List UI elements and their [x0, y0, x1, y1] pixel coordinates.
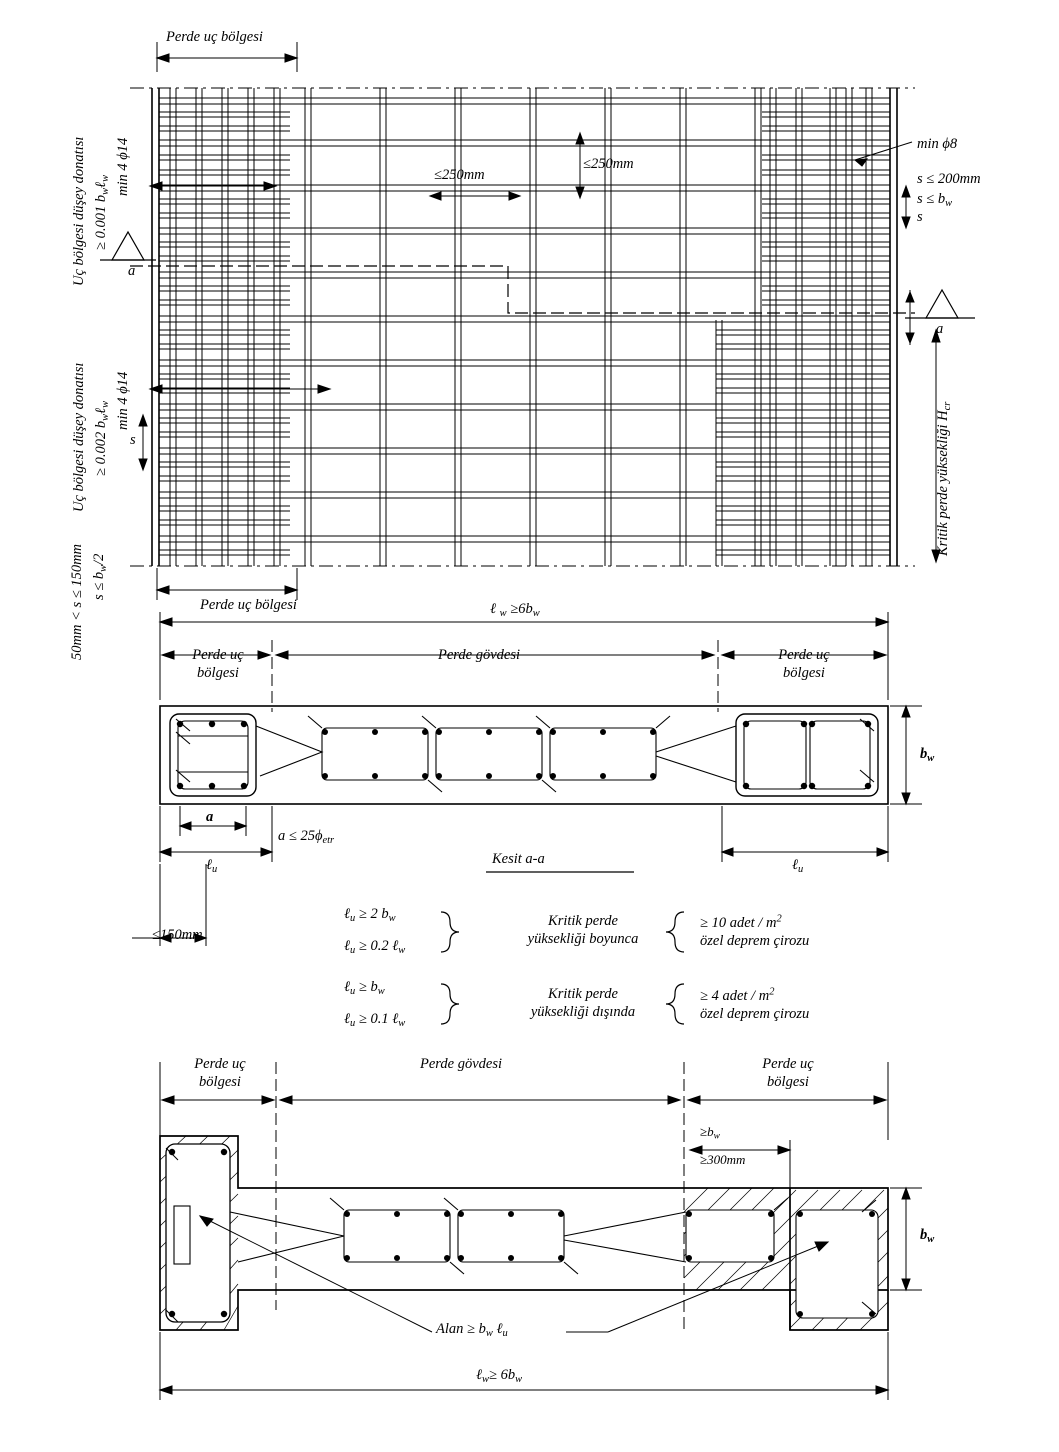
rule-1-result: ≥ 10 adet / $m^2$ özel deprem çirozu — [700, 913, 810, 949]
label-s-max-200: s ≤ 200mm — [917, 171, 981, 187]
rule-2-condition-1: ℓ$_u$ ≥ $b_w$ — [344, 979, 385, 997]
label-min-150mm: ≤150mm — [152, 927, 203, 943]
label-min-bar-1: min 4 ϕ14 — [115, 137, 131, 196]
rule-1-condition-2: ℓ$_u$ ≥ 0.2 ℓ$_w$ — [344, 938, 406, 956]
label-wall-length: ℓ $_w \ge 6b_w$ — [490, 601, 540, 619]
label-top-end-zone: Perde uç bölgesi — [166, 29, 263, 45]
label-vertical-rebar-2: Uç bölgesi düşey donatısı — [71, 362, 87, 512]
label-critical-wall-height: Kritik perde yüksekliği $H_{cr}$ — [935, 401, 953, 556]
label-flanged-end-zone-right: Perde uç bölgesi — [762, 1056, 814, 1091]
label-s-right: s — [917, 209, 923, 225]
label-lu-left: ℓ$_u$ — [206, 857, 218, 875]
label-a-condition: $a \le 25\phi_{etr}$ — [278, 828, 335, 846]
label-area-requirement: Alan ≥ $b_w$ ℓ$_u$ — [436, 1321, 508, 1339]
label-flange-min-bw: $\ge b_w$ — [700, 1124, 720, 1142]
label-section-mark-a-left: a — [128, 263, 136, 279]
label-section-bw: $b_w$ — [920, 746, 935, 764]
label-mesh-spacing-vertical: ≤250mm — [583, 156, 634, 172]
rule-1-condition-1: ℓ$_u$ ≥ 2 $b_w$ — [344, 906, 396, 924]
rule-2-condition-2: ℓ$_u$ ≥ 0.1 ℓ$_w$ — [344, 1011, 406, 1029]
label-vertical-rebar-2-ratio: ≥ 0.002 $b_w\ell_w$ — [93, 400, 111, 476]
label-flanged-end-zone-left: Perde uç bölgesi — [194, 1056, 246, 1091]
label-spacing-range-left: 50mm < s ≤ 150mm — [69, 543, 85, 660]
rule-2-result: ≥ 4 adet / $m^2$ özel deprem çirozu — [700, 986, 810, 1022]
label-section-caption: Kesit a-a — [492, 851, 545, 867]
label-section-end-zone-left: Perde uç bölgesi — [192, 647, 244, 682]
label-min-phi8: min ϕ8 — [917, 136, 958, 152]
label-mesh-spacing-horizontal: ≤250mm — [434, 167, 485, 183]
label-s-mid-left: s — [130, 432, 136, 448]
rule-1-scope: Kritik perde yüksekliği boyunca — [527, 913, 639, 948]
rule-2-scope: Kritik perde yüksekliği dışında — [530, 986, 636, 1021]
label-vertical-rebar-1: Uç bölgesi düşey donatısı — [71, 136, 87, 286]
label-section-a-dim: a — [206, 809, 214, 825]
label-flange-min-300mm: ≥300mm — [700, 1152, 746, 1167]
label-total-wall-length: ℓ$_w$≥ $6b_w$ — [476, 1367, 523, 1385]
label-spacing-bw-half: $s \le b_w/2$ — [91, 553, 109, 600]
label-vertical-rebar-1-ratio: ≥ 0.001 $b_w\ell_w$ — [93, 174, 111, 250]
label-section-mark-a-right: a — [936, 321, 944, 337]
label-bottom-end-zone: Perde uç bölgesi — [200, 597, 297, 613]
label-flanged-bw: $b_w$ — [920, 1227, 935, 1245]
label-lu-right: ℓ$_u$ — [792, 857, 804, 875]
label-flanged-web: Perde gövdesi — [420, 1056, 503, 1072]
label-section-web: Perde gövdesi — [438, 647, 521, 663]
label-section-end-zone-right: Perde uç bölgesi — [778, 647, 830, 682]
label-min-bar-2: min 4 ϕ14 — [115, 371, 131, 430]
label-s-max-bw: $s \le b_w$ — [917, 191, 953, 209]
